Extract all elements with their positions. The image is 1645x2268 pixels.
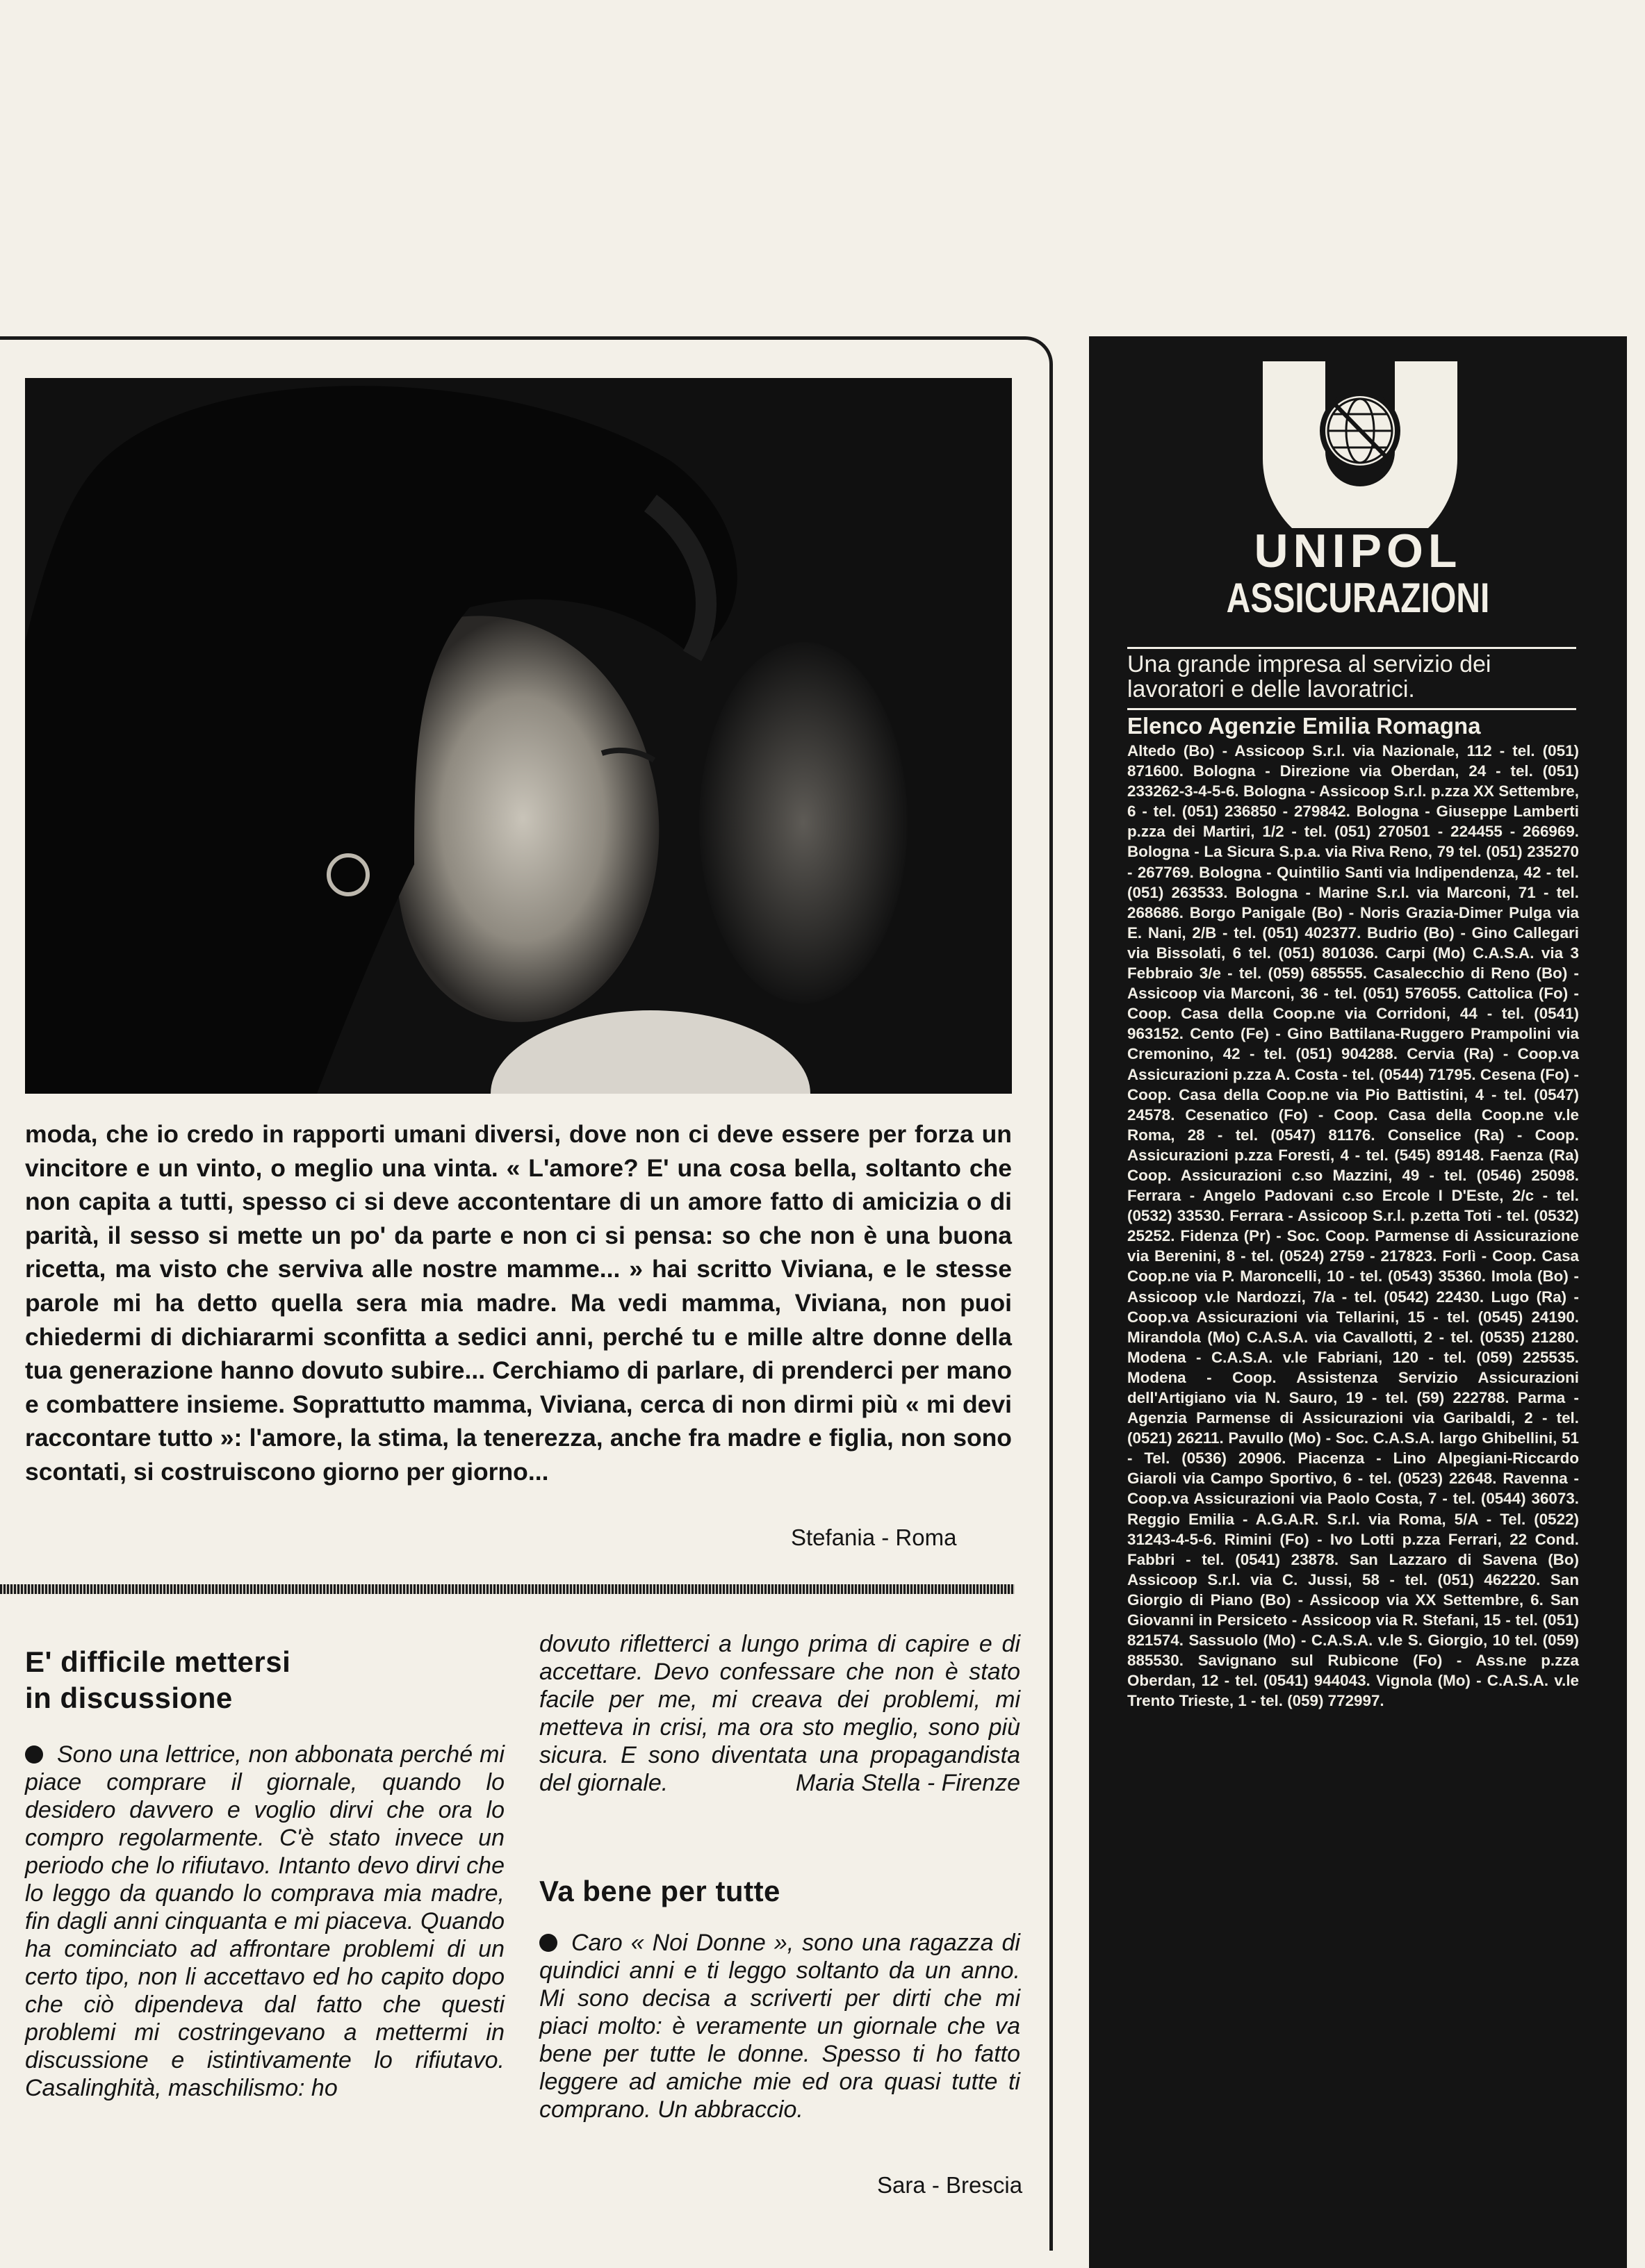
letter-sara-title: Va bene per tutte [539, 1875, 780, 1907]
section-divider [0, 1584, 1015, 1594]
unipol-brand: UNIPOL [1254, 525, 1462, 577]
bullet-icon [539, 1934, 557, 1952]
bullet-icon [25, 1745, 43, 1764]
letter-sara-signature: Sara - Brescia [877, 2172, 1023, 2198]
letter-stefania-signature: Stefania - Roma [791, 1525, 957, 1550]
unipol-subbrand: ASSICURAZIONI [1226, 575, 1490, 622]
portrait-photo [25, 378, 1012, 1094]
agencies-list: Altedo (Bo) - Assicoop S.r.l. via Nazionale, 112 - tel. (051) 871600. Bologna - Direzione via Oberdan, 24 - tel. (051) 233262-3-4-5-6. Bologna - Assicoop S.r.l. p.zza XX Settembre, 6 - tel. (051) 236850 - 279842. Bologna - Giuseppe Lamberti p.zza dei Martiri, 1/2 - tel. (051) 270501 - 224455 - 266969. Bologna - La Sicura S.p.a. via Riva Reno, 79 tel. (051) 235270 - 267769. Bologna - Quintilio Santi via Indipendenza, 42 - tel. (051) 263533. Bologna - Marine S.r.l. via Marconi, 71 - tel. 268686. Borgo Panigale (Bo) - Noris Grazia-Dimer Pulga via E. Nani, 2/B - tel. (051) 402377. Budrio (Bo) - Gino Callegari via Bissolati, 6 tel. (051) 801036. Carpi (Mo) C.A.S.A. via 3 Febbraio 3/e - tel. (059) 685555. Casalecchio di Reno (Bo) - Assicoop via Marconi, 36 - tel. (051) 576055. Cattolica (Fo) - Coop. Casa della Coop.ne via Corridoni, 44 - tel. (0541) 963152. Cento (Fe) - Gino Battilana-Ruggero Prampolini via Cremonino, 42 - tel. (051) 904288. Cervia (Ra) - Coop.va Assicurazioni p.zza A. Costa - tel. (0544) 71795. Cesena (Fo) - Coop. Casa della Coop.ne via Pio Battistini, 4 - tel. (0547) 24578. Cesenatico (Fo) - Coop. Casa della Coop.ne v.le Roma, 28 - tel. (0547) 81176. Conselice (Ra) - Coop. Assicurazioni p.zza Foresti, 4 - tel. (545) 89148. Faenza (Ra) Coop. Assicurazioni c.so Mazzini, 49 - tel. (0546) 25098. Ferrara - Angelo Padovani c.so Ercole I D'Este, 2/c - tel. (0532) 33530. Ferrara - Assicoop S.r.l. p.zetta Toti - tel. (0532) 25252. Fidenza (Pr) - Soc. Coop. Parmense di Assicurazione via Berenini, 8 - tel. (0524) 2759 - 217823. Forlì - Coop. Casa Coop.ne via P. Maroncelli, 10 - tel. (0543) 35360. Imola (Bo) - Assicoop v.le Nardozzi, 7/a - tel. (0542) 22430. Lugo (Ra) - Coop.va Assicurazioni via Tellarini, 15 - tel. (0545) 24190. Mirandola (Mo) C.A.S.A. via Cavallotti, 2 - tel. (0535) 21280. Modena - C.A.S.A. v.le Fabriani, 120 - tel. (059) 225535. Modena - Coop. Assistenza Servizio Assicurazioni dell'Artigiano via N. Sauro, 19 - tel. (59) 222788. Parma - Agenzia Parmense di Assicurazioni via Garibaldi, 2 - tel. (0521) 26211. Pavullo (Mo) - Soc. C.A.S.A. largo Ghibellini, 51 - Tel. (0536) 20906. Piacenza - Lino Alpegiani-Riccardo Giaroli via Campo Sportivo, 6 - tel. (0523) 22648. Ravenna - Coop.va Assicurazioni via Paolo Costa, 7 - tel. (0544) 36073. Reggio Emilia - A.G.A.R. S.r.l. via Roma, 5/A - Tel. (0522) 31243-4-5-6. Rimini (Fo) - Ivo Lotti p.zza Ferrari, 22 Cond. Fabbri - tel. (0541) 23878. San Lazzaro di Savena (Bo) Assicoop S.r.l. via C. Jussi, 58 - tel. (051) 462220. San Giorgio di Piano (Bo) - Assicoop via XX Settembre, 6. San Giovanni in Persiceto - Assicoop via R. Stefani, 15 - tel. (051) 821574. Sassuolo (Mo) - C.A.S.A. v.le S. Giorgio, 10 tel. (059) 885530. Savignano sul Rubicone (Fo) - Ass.ne p.zza Oberdan, 12 - tel. (0541) 944043. Vignola (Mo) - C.A.S.A. v.le Trento Trieste, 1 - tel. (059) 772997. [1127, 742, 1579, 1710]
letter-sara-body: Caro « Noi Donne », sono una ragazza di quindici anni e ti leggo soltanto da un anno. Mi sono decisa a scriverti per dirti che mi piaci molto: è veramente un giornale che va bene per tutte le donne. Spesso ti ho fatto leggere ad amiche mie ed ora quasi tutte ti comprano. Un abbraccio. [539, 1930, 1020, 2123]
letter-maria-signature: Maria Stella - Firenze [795, 1770, 1020, 1796]
letter-stefania-body: moda, che io credo in rapporti umani diversi, dove non ci deve essere per forza un vincitore e un vinto, o meglio una vinta. « L'amore? E' una cosa bella, soltanto che non capita a tutti, spesso ci si deve accontentare di un amore fatto di amicizia o di parità, il sesso si mette un po' da parte e non ci si pensa: so che non è una buona ricetta, ma visto che serviva alle nostre mamme... » hai scritto Viviana, e le stesse parole mi ha detto quella sera mia madre. Ma vedi mamma, Viviana, non puoi chiedermi di dichiararmi sconfitta a sedici anni, perché tu e mille altre donne della tua generazione hanno dovuto subire... Cerchiamo di parlare, di prenderci per mano e combattere insieme. Soprattutto mamma, Viviana, cerca di non dirmi più « mi devi raccontare tutto »: l'amore, la stima, la tenerezza, anche fra madre e figlia, non sono scontati, si costruiscono giorno per giorno... [25, 1120, 1012, 1486]
letter-maria-title: E' difficile mettersi in discussione [25, 1645, 291, 1714]
letter-maria-body-left: Sono una lettrice, non abbonata perché mi piace comprare il giornale, quando lo desidero davvero e voglio dirvi che ora lo compro regolarmente. C'è stato invece un periodo che lo rifiutavo. Intanto devo dirvi che lo leggo da quando lo comprava mia madre, fin dagli anni cinquanta e mi piaceva. Quando ha cominciato ad affrontare problemi di un certo tipo, non li accettavo ed ho capito dopo che ciò dipendeva dal fatto che questi problemi mi costringevano a mettermi in discussione e istintivamente lo rifiutavo. Casalinghità, maschilismo: ho [25, 1741, 505, 2101]
unipol-tagline: Una grande impresa al servizio dei lavoratori e delle lavoratrici. [1127, 647, 1576, 702]
unipol-advertisement [1089, 336, 1627, 2268]
agencies-title: Elenco Agenzie Emilia Romagna [1127, 708, 1576, 739]
letter-maria-body-right: dovuto rifletterci a lungo prima di capire e di accettare. Devo confessare che non è stato facile per me, mi creava dei problemi, mi metteva in crisi, ma ora sto meglio, sono più sicura. E sono diventata una propagandista del giornale. Maria Stella - Firenze [539, 1631, 1020, 1796]
